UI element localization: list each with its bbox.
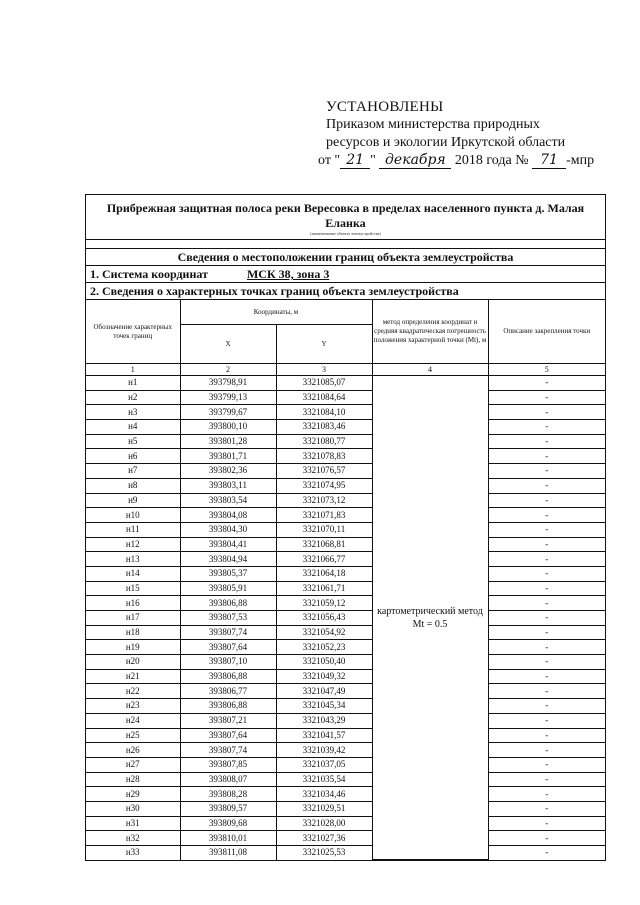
point-id: н32 (86, 831, 180, 846)
coord-y: 3321041,57 (276, 728, 372, 743)
coord-x: 393805,91 (180, 581, 276, 596)
description-value: - (488, 625, 605, 640)
table-row (86, 478, 605, 493)
description-value: - (488, 478, 605, 493)
points-table (86, 300, 605, 860)
approval-date-line (318, 152, 626, 170)
coord-y: 3321068,81 (276, 537, 372, 552)
point-id: н13 (86, 552, 180, 567)
coord-x: 393807,74 (180, 625, 276, 640)
point-id: н2 (86, 390, 180, 405)
coord-x: 393807,85 (180, 757, 276, 772)
point-id: н21 (86, 669, 180, 684)
coord-x: 393799,13 (180, 390, 276, 405)
table-row (86, 537, 605, 552)
description-value: - (488, 816, 605, 831)
description-value: - (488, 772, 605, 787)
description-value: - (488, 728, 605, 743)
table-row (86, 816, 605, 831)
description-value: - (488, 581, 605, 596)
coord-x: 393802,36 (180, 464, 276, 479)
table-row (86, 420, 605, 435)
coord-x: 393810,01 (180, 831, 276, 846)
coord-y: 3321054,92 (276, 625, 372, 640)
header-y: Y (276, 325, 372, 364)
table-row (86, 846, 605, 860)
table-row (86, 831, 605, 846)
coord-x: 393807,10 (180, 655, 276, 670)
description-value: - (488, 801, 605, 816)
coord-x: 393808,28 (180, 787, 276, 802)
point-id: н16 (86, 596, 180, 611)
description-value: - (488, 743, 605, 758)
coord-y: 3321071,83 (276, 508, 372, 523)
coord-y: 3321035,54 (276, 772, 372, 787)
description-value: - (488, 669, 605, 684)
coord-y: 3321052,23 (276, 640, 372, 655)
coord-y: 3321064,18 (276, 566, 372, 581)
coord-x: 393800,10 (180, 420, 276, 435)
description-value: - (488, 464, 605, 479)
point-id: н22 (86, 684, 180, 699)
header-description: Описание закрепления точки (488, 300, 605, 364)
coord-y: 3321029,51 (276, 801, 372, 816)
description-value: - (488, 537, 605, 552)
header-x: X (180, 325, 276, 364)
column-number: 2 (180, 364, 276, 376)
coord-y: 3321037,05 (276, 757, 372, 772)
table-row (86, 669, 605, 684)
header-coords: Координаты, м (180, 300, 372, 325)
description-value: - (488, 390, 605, 405)
approval-line-2: ресурсов и экологии Иркутской области (326, 135, 566, 150)
approval-suffix: -мпр (566, 153, 595, 168)
coord-y: 3321059,12 (276, 596, 372, 611)
boundary-document (85, 194, 606, 861)
point-id: н7 (86, 464, 180, 479)
description-value: - (488, 655, 605, 670)
section-1-value: МСК 38, зона 3 (246, 267, 330, 281)
coord-x: 393807,74 (180, 743, 276, 758)
coord-y: 3321070,11 (276, 522, 372, 537)
point-id: н20 (86, 655, 180, 670)
coord-y: 3321080,77 (276, 434, 372, 449)
description-value: - (488, 831, 605, 846)
approval-line-1: Приказом министерства природных (326, 117, 540, 132)
description-value: - (488, 684, 605, 699)
point-id: н17 (86, 611, 180, 626)
approval-heading: УСТАНОВЛЕНЫ (326, 99, 444, 115)
coord-y: 3321066,77 (276, 552, 372, 567)
point-id: н26 (86, 743, 180, 758)
coord-x: 393808,07 (180, 772, 276, 787)
coord-y: 3321073,12 (276, 493, 372, 508)
table-row (86, 728, 605, 743)
point-id: н15 (86, 581, 180, 596)
description-value: - (488, 449, 605, 464)
table-row (86, 434, 605, 449)
point-id: н9 (86, 493, 180, 508)
point-id: н14 (86, 566, 180, 581)
table-row (86, 611, 605, 626)
coord-x: 393803,54 (180, 493, 276, 508)
description-value: - (488, 611, 605, 626)
coord-x: 393798,91 (180, 376, 276, 391)
coord-y: 3321083,46 (276, 420, 372, 435)
column-number: 1 (86, 364, 180, 376)
coord-y: 3321050,40 (276, 655, 372, 670)
point-id: н1 (86, 376, 180, 391)
table-row (86, 581, 605, 596)
point-id: н12 (86, 537, 180, 552)
section-1-label: 1. Система координат (90, 267, 208, 281)
header-point: Обозначение характерных точек границ (86, 300, 180, 364)
point-id: н27 (86, 757, 180, 772)
table-row (86, 376, 605, 391)
approval-day: 21 (340, 153, 370, 169)
point-id: н4 (86, 420, 180, 435)
table-row (86, 757, 605, 772)
table-row (86, 787, 605, 802)
description-value: - (488, 420, 605, 435)
description-value: - (488, 757, 605, 772)
coord-x: 393799,67 (180, 405, 276, 420)
point-id: н19 (86, 640, 180, 655)
coord-x: 393804,08 (180, 508, 276, 523)
point-id: н33 (86, 846, 180, 860)
description-value: - (488, 522, 605, 537)
coord-y: 3321084,10 (276, 405, 372, 420)
table-row (86, 684, 605, 699)
coord-x: 393804,41 (180, 537, 276, 552)
coord-y: 3321061,71 (276, 581, 372, 596)
document-title: Прибрежная защитная полоса реки Вересовка в пределах населенного пункта д. Малая Еланка (106, 201, 585, 230)
table-row (86, 596, 605, 611)
description-value: - (488, 846, 605, 860)
coord-y: 3321056,43 (276, 611, 372, 626)
coord-y: 3321049,32 (276, 669, 372, 684)
approval-month: декабря (379, 153, 451, 169)
description-value: - (488, 552, 605, 567)
table-row (86, 713, 605, 728)
description-value: - (488, 566, 605, 581)
coord-y: 3321084,64 (276, 390, 372, 405)
description-value: - (488, 376, 605, 391)
coord-x: 393801,71 (180, 449, 276, 464)
coord-x: 393806,77 (180, 684, 276, 699)
header-method: метод определения координат и средняя квадратическая погрешность положения характерной точки (Mt), м (372, 300, 488, 364)
approval-order-number: 71 (532, 153, 566, 169)
column-number: 5 (488, 364, 605, 376)
table-row (86, 464, 605, 479)
table-row (86, 552, 605, 567)
coord-y: 3321076,57 (276, 464, 372, 479)
point-id: н5 (86, 434, 180, 449)
coord-y: 3321085,07 (276, 376, 372, 391)
coord-x: 393801,28 (180, 434, 276, 449)
point-id: н10 (86, 508, 180, 523)
coord-y: 3321034,46 (276, 787, 372, 802)
section-1 (86, 266, 605, 283)
table-row (86, 405, 605, 420)
description-value: - (488, 405, 605, 420)
description-value: - (488, 699, 605, 714)
coord-y: 3321039,42 (276, 743, 372, 758)
coord-x: 393811,08 (180, 846, 276, 860)
document-title-note: (наименование объекта землеустройства) (86, 231, 605, 240)
section-heading: Сведения о местоположении границ объекта землеустройства (86, 249, 605, 266)
table-row (86, 699, 605, 714)
point-id: н31 (86, 816, 180, 831)
table-row (86, 772, 605, 787)
table-row (86, 390, 605, 405)
point-id: н28 (86, 772, 180, 787)
coord-y: 3321045,34 (276, 699, 372, 714)
table-row (86, 522, 605, 537)
coord-x: 393807,53 (180, 611, 276, 626)
description-value: - (488, 713, 605, 728)
point-id: н25 (86, 728, 180, 743)
coord-y: 3321047,49 (276, 684, 372, 699)
coord-y: 3321027,36 (276, 831, 372, 846)
point-id: н6 (86, 449, 180, 464)
column-number-row (86, 364, 605, 376)
approval-stamp (318, 98, 626, 170)
approval-quote-close: " (370, 153, 376, 168)
description-value: - (488, 508, 605, 523)
point-id: н11 (86, 522, 180, 537)
coord-x: 393806,88 (180, 669, 276, 684)
table-row (86, 640, 605, 655)
point-id: н30 (86, 801, 180, 816)
coord-y: 3321078,83 (276, 449, 372, 464)
table-row (86, 493, 605, 508)
coord-x: 393806,88 (180, 699, 276, 714)
coord-x: 393809,68 (180, 816, 276, 831)
point-id: н8 (86, 478, 180, 493)
coord-x: 393806,88 (180, 596, 276, 611)
column-number: 3 (276, 364, 372, 376)
coord-x: 393804,30 (180, 522, 276, 537)
method-value: картометрический метод Mt = 0.5 (372, 376, 488, 860)
table-row (86, 449, 605, 464)
document-spacer-band (86, 240, 605, 249)
table-row (86, 508, 605, 523)
coord-x: 393804,94 (180, 552, 276, 567)
section-2: 2. Сведения о характерных точках границ объекта землеустройства (86, 283, 605, 300)
approval-from: от " (318, 153, 341, 168)
table-row (86, 625, 605, 640)
points-table-body (86, 376, 605, 860)
approval-year: 2018 года № (454, 153, 529, 168)
table-row (86, 655, 605, 670)
point-id: н3 (86, 405, 180, 420)
coord-x: 393807,21 (180, 713, 276, 728)
description-value: - (488, 434, 605, 449)
description-value: - (488, 493, 605, 508)
table-row (86, 743, 605, 758)
point-id: н29 (86, 787, 180, 802)
table-row (86, 566, 605, 581)
point-id: н24 (86, 713, 180, 728)
coord-x: 393807,64 (180, 640, 276, 655)
coord-y: 3321028,00 (276, 816, 372, 831)
coord-x: 393803,11 (180, 478, 276, 493)
point-id: н18 (86, 625, 180, 640)
coord-x: 393807,64 (180, 728, 276, 743)
table-row (86, 801, 605, 816)
point-id: н23 (86, 699, 180, 714)
coord-x: 393805,37 (180, 566, 276, 581)
description-value: - (488, 596, 605, 611)
description-value: - (488, 787, 605, 802)
coord-y: 3321043,29 (276, 713, 372, 728)
coord-y: 3321025,53 (276, 846, 372, 860)
coord-x: 393809,57 (180, 801, 276, 816)
description-value: - (488, 640, 605, 655)
coord-y: 3321074,95 (276, 478, 372, 493)
column-number: 4 (372, 364, 488, 376)
